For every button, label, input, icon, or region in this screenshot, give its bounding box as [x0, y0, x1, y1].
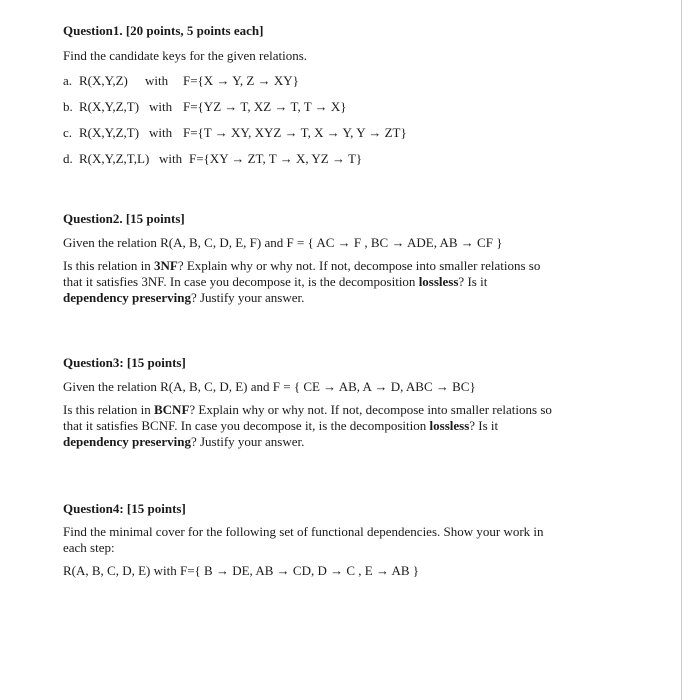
emphasis-3nf: 3NF: [154, 258, 178, 273]
question-2: [63, 210, 623, 306]
emphasis-dependency-preserving: dependency preserving: [63, 434, 191, 449]
text-run: ? Is it: [458, 274, 488, 289]
item-fds: F={XY → ZT, T → X, YZ → T}: [189, 151, 363, 166]
emphasis-bcnf: BCNF: [154, 402, 190, 417]
emphasis-lossless: lossless: [429, 418, 470, 433]
question-4-title: Question4: [15 points]: [63, 501, 186, 516]
text-run: Find the minimal cover for the following set of functional dependencies. Show your work in: [63, 524, 544, 539]
item-label: a.: [63, 73, 73, 88]
emphasis-lossless: lossless: [418, 274, 459, 289]
question-4-relation: R(A, B, C, D, E) with F={ B → DE, AB → CD, D → C , E → AB }: [63, 563, 420, 578]
item-fds: F={T → XY, XYZ → T, X → Y, Y → ZT}: [183, 125, 407, 140]
text-run: Is this relation in: [63, 402, 154, 417]
question-1-intro: Find the candidate keys for the given relations.: [63, 48, 308, 63]
question-1: [63, 22, 623, 167]
item-with: with: [149, 99, 173, 114]
question-3-title: Question3: [15 points]: [63, 355, 186, 370]
question-3-given: Given the relation R(A, B, C, D, E) and F = { CE → AB, A → D, ABC → BC}: [63, 379, 476, 394]
item-with: with: [145, 73, 169, 88]
item-fds: F={X → Y, Z → XY}: [183, 73, 299, 88]
item-label: d.: [63, 151, 73, 166]
item-with: with: [149, 125, 173, 140]
question-4: [63, 500, 623, 579]
question-2-title: Question2. [15 points]: [63, 211, 185, 226]
question-1-item-c: [63, 124, 623, 141]
text-run: that it satisfies BCNF. In case you decompose it, is the decomposition: [63, 418, 430, 433]
item-relation: R(X,Y,Z,T): [79, 99, 140, 114]
question-2-given: Given the relation R(A, B, C, D, E, F) and F = { AC → F , BC → ADE, AB → CF }: [63, 235, 503, 250]
page-right-border: [681, 0, 682, 700]
text-run: ? Explain why or why not. If not, decompose into smaller relations so: [189, 402, 552, 417]
question-1-item-b: [63, 98, 623, 115]
item-label: b.: [63, 99, 73, 114]
text-run: each step:: [63, 540, 115, 555]
question-1-item-a: [63, 72, 623, 89]
item-relation: R(X,Y,Z): [79, 73, 128, 88]
item-fds: F={YZ → T, XZ → T, T → X}: [183, 99, 347, 114]
text-run: ? Explain why or why not. If not, decompose into smaller relations so: [177, 258, 541, 273]
text-run: ? Is it: [469, 418, 499, 433]
item-with: with: [159, 151, 183, 166]
emphasis-dependency-preserving: dependency preserving: [63, 290, 191, 305]
question-3: [63, 354, 623, 450]
question-2-body: [63, 258, 623, 306]
item-label: c.: [63, 125, 73, 140]
text-run: ? Justify your answer.: [190, 434, 305, 449]
question-4-body: [63, 524, 623, 556]
question-1-title: Question1. [20 points, 5 points each]: [63, 23, 264, 38]
text-run: that it satisfies 3NF. In case you decompose it, is the decomposition: [63, 274, 419, 289]
item-relation: R(X,Y,Z,T,L): [79, 151, 150, 166]
item-relation: R(X,Y,Z,T): [79, 125, 140, 140]
text-run: Is this relation in: [63, 258, 154, 273]
text-run: ? Justify your answer.: [190, 290, 305, 305]
question-3-body: [63, 402, 623, 450]
question-1-item-d: [63, 150, 623, 167]
